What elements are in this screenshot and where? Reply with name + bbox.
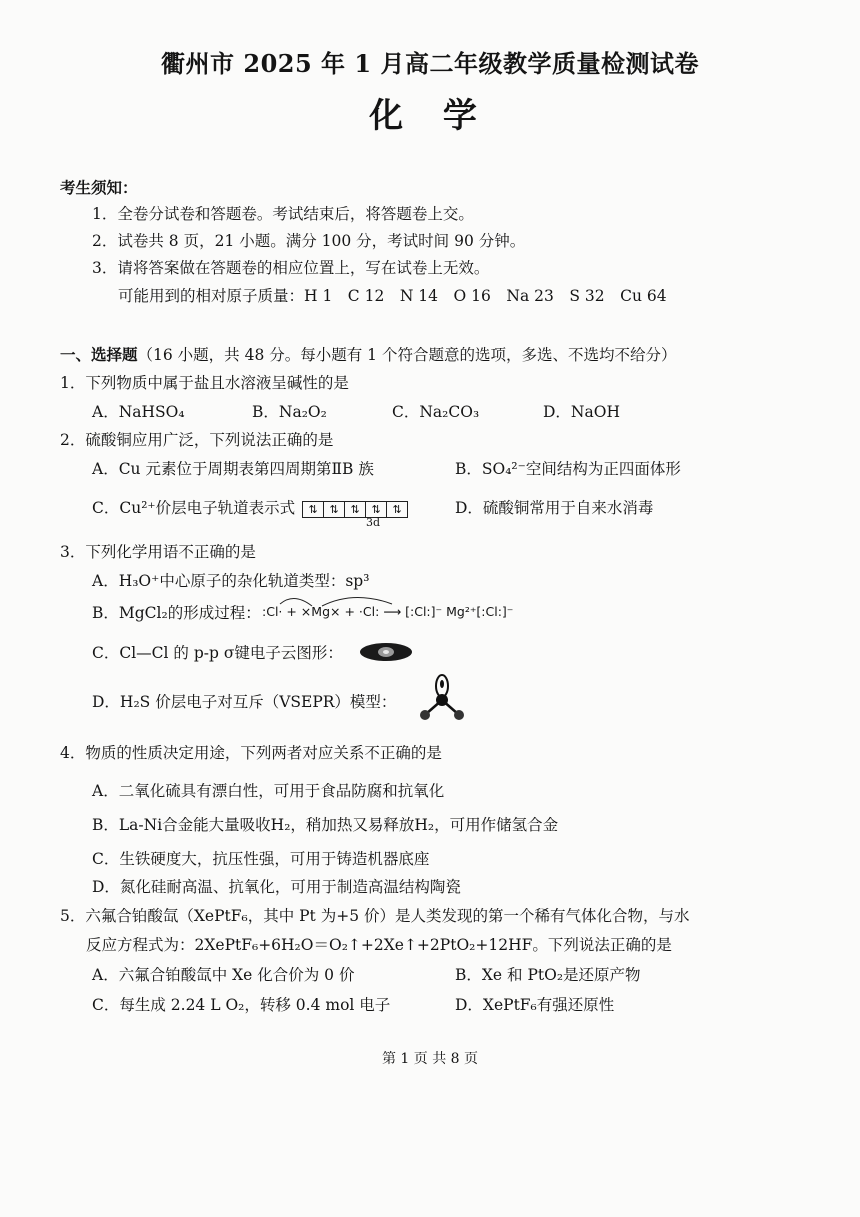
orbital-box: ⇅ [366, 502, 387, 517]
q4-option-b: B．La-Ni合金能大量吸收H₂，稍加热又易释放H₂，可用作储氢合金 [92, 816, 559, 834]
orbital-box: ⇅ [345, 502, 366, 517]
q3-option-d: D．H₂S 价层电子对互斥（VSEPR）模型： [92, 693, 397, 711]
section-heading [60, 345, 676, 365]
question-4-stem: 4．物质的性质决定用途，下列两者对应关系不正确的是 [60, 744, 442, 762]
electron-transfer-arrows [274, 594, 414, 608]
question-5-stem-line2: 反应方程式为：2XePtF₆+6H₂O＝O₂↑+2Xe↑+2PtO₂+12HF。下列说法正确的是 [86, 936, 672, 954]
q1-option-b: B．Na₂O₂ [252, 403, 327, 421]
q5-option-d: D．XePtF₆有强还原性 [455, 996, 615, 1014]
q4-option-c: C．生铁硬度大，抗压性强，可用于铸造机器底座 [92, 850, 430, 868]
q2-option-b: B．SO₄²⁻空间结构为正四面体形 [455, 460, 681, 478]
q2-option-c-text: C．Cu²⁺价层电子轨道表示式 [92, 499, 296, 517]
h2s-vsepr-model-icon [414, 672, 470, 724]
orbital-diagram [302, 501, 408, 518]
orbital-box: ⇅ [324, 502, 345, 517]
question-2-stem: 2．硫酸铜应用广泛，下列说法正确的是 [60, 431, 334, 449]
sigma-bond-cloud-icon [356, 639, 416, 665]
q1-option-a: A．NaHSO₄ [92, 403, 185, 421]
question-1-stem: 1．下列物质中属于盐且水溶液呈碱性的是 [60, 374, 349, 392]
question-5-stem-line1: 5．六氟合铂酸氙（XePtF₆，其中 Pt 为+5 价）是人类发现的第一个稀有气体化合物，与水 [60, 907, 690, 925]
orbital-box: ⇅ [392, 502, 402, 516]
notice-heading: 考生须知： [60, 178, 138, 197]
notice-item: 1．全卷分试卷和答题卷。考试结束后，将答题卷上交。 [92, 205, 474, 223]
subject-title: 化 学 [369, 96, 491, 136]
question-3-stem: 3．下列化学用语不正确的是 [60, 543, 256, 561]
q2-option-a: A．Cu 元素位于周期表第四周期第ⅡB 族 [92, 460, 374, 478]
exam-title: 衢州市 2025 年 1 月高二年级教学质量检测试卷 [161, 49, 699, 78]
notice-item: 3．请将答案做在答题卷的相应位置上，写在试卷上无效。 [92, 259, 490, 277]
mgcl2-formation-equation: :Cl· + ×Mg× + ·Cl: ⟶ [:Cl:]⁻ Mg²⁺[:Cl:]⁻ [262, 604, 514, 619]
q1-option-d: D．NaOH [543, 403, 620, 421]
q5-option-a: A．六氟合铂酸氙中 Xe 化合价为 0 价 [92, 966, 355, 984]
orbital-box: ⇅ [303, 502, 324, 517]
notice-item: 2．试卷共 8 页，21 小题。满分 100 分，考试时间 90 分钟。 [92, 232, 526, 250]
q3-option-c: C．Cl—Cl 的 p-p σ键电子云图形： [92, 644, 343, 662]
q4-option-a: A．二氧化硫具有漂白性，可用于食品防腐和抗氧化 [92, 782, 445, 800]
q4-option-d: D．氮化硅耐高温、抗氧化，可用于制造高温结构陶瓷 [92, 878, 461, 896]
q2-option-c [92, 498, 408, 518]
section-description: （16 小题，共 48 分。每小题有 1 个符合题意的选项，多选、不选均不给分） [137, 346, 677, 364]
section-title: 一、选择题 [60, 345, 138, 364]
atomic-masses: 可能用到的相对原子质量：H 1 C 12 N 14 O 16 Na 23 S 32 Cu 64 [118, 287, 667, 305]
q5-option-c: C．每生成 2.24 L O₂，转移 0.4 mol 电子 [92, 996, 391, 1014]
q2-option-d: D．硫酸铜常用于自来水消毒 [455, 499, 654, 517]
page-number: 第 1 页 共 8 页 [381, 1051, 479, 1067]
q3-option-a: A．H₃O⁺中心原子的杂化轨道类型：sp³ [92, 572, 370, 590]
q1-option-c: C．Na₂CO₃ [392, 403, 480, 421]
q3-option-b: B．MgCl₂的形成过程： [92, 604, 261, 622]
orbital-sublabel: 3d [366, 516, 381, 529]
q5-option-b: B．Xe 和 PtO₂是还原产物 [455, 966, 641, 984]
